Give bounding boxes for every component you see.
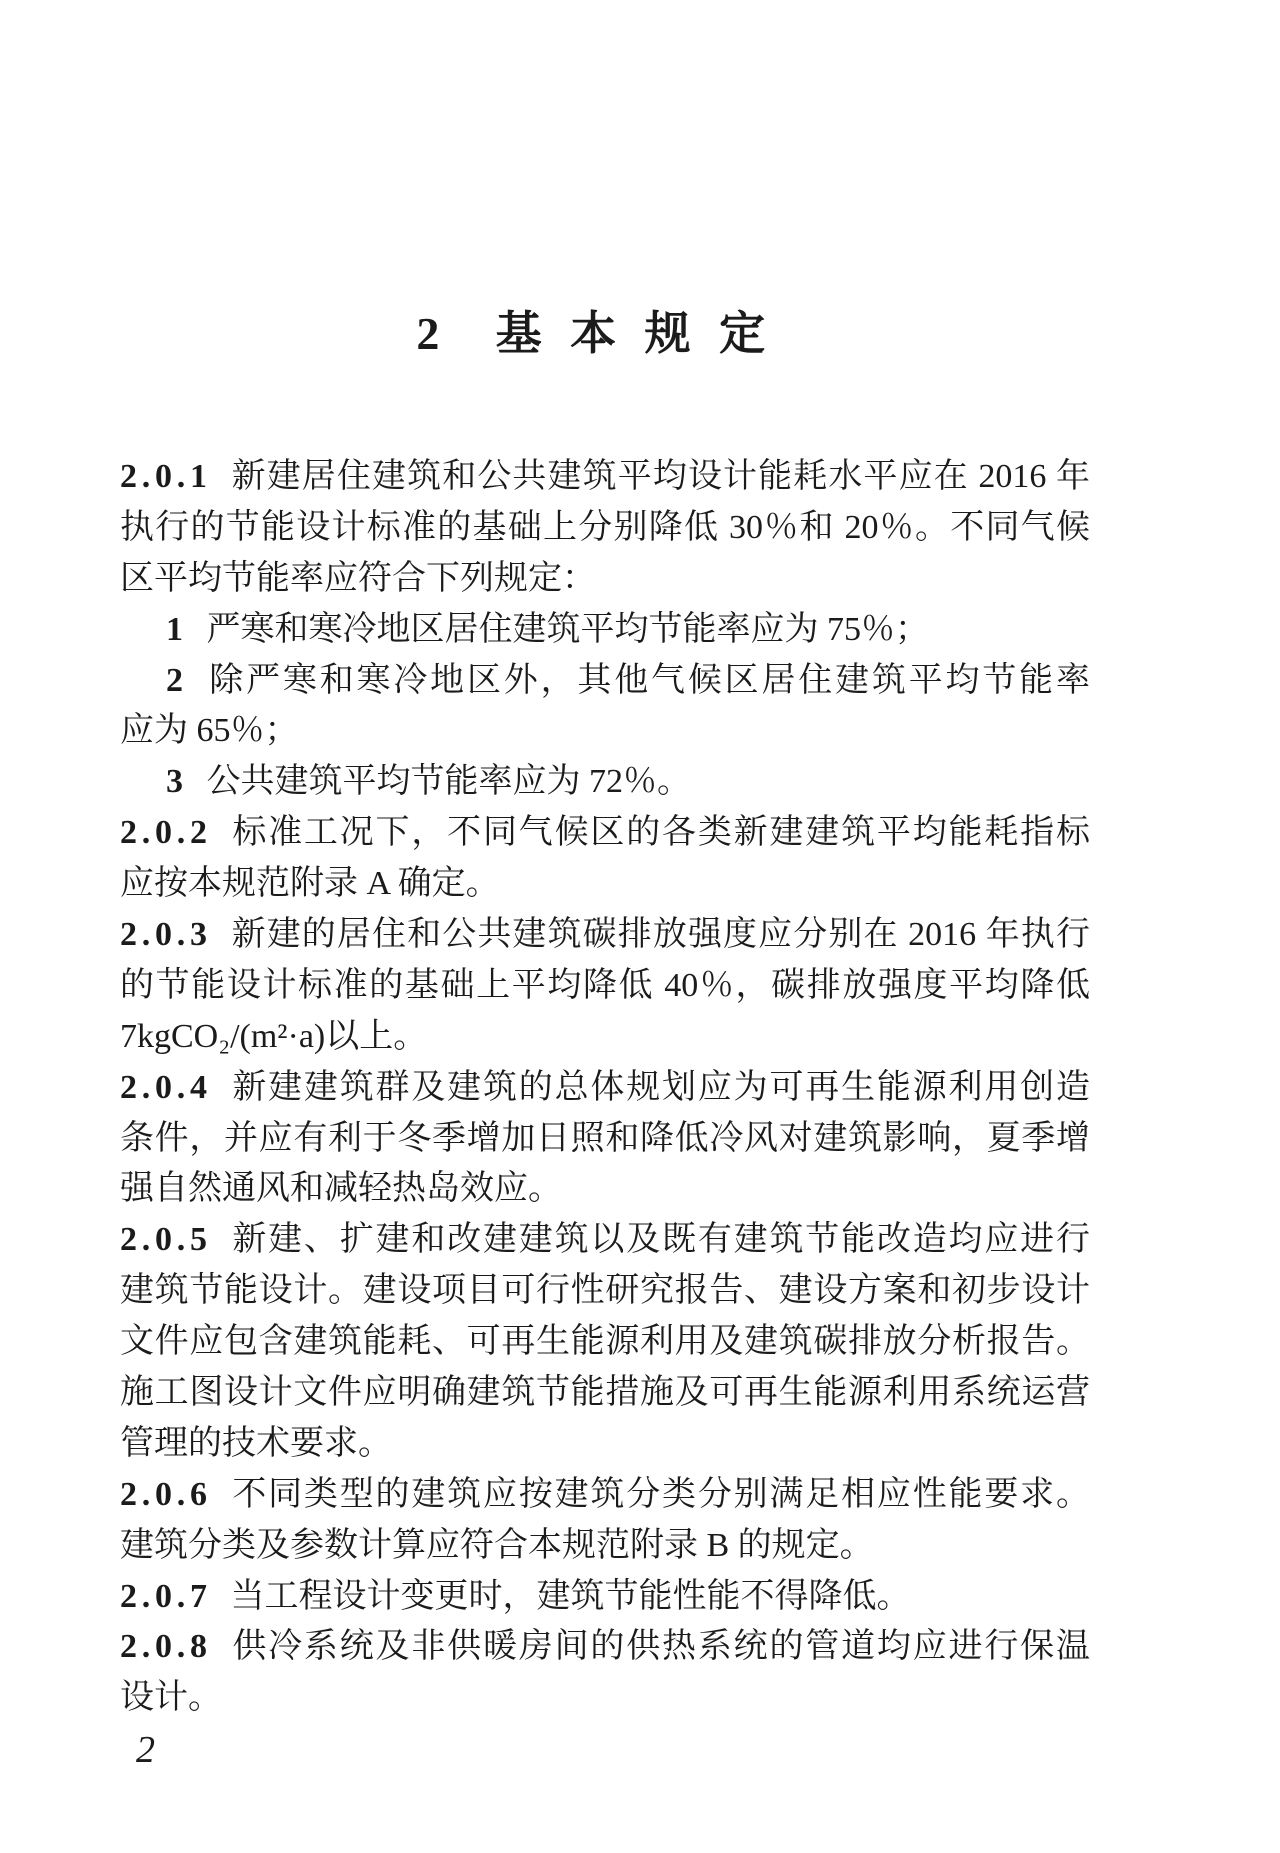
- clause-text: 区平均节能率应符合下列规定：: [120, 559, 596, 597]
- clause-text: 管理的技术要求。: [120, 1424, 392, 1462]
- clause-line: [120, 1622, 1090, 1673]
- clause-line: [120, 1572, 1090, 1623]
- clause-text: 的节能设计标准的基础上平均降低 40％，碳排放强度平均降低: [120, 966, 1090, 1004]
- clause-text: 除严寒和寒冷地区外，其他气候区居住建筑平均节能率: [206, 661, 1090, 699]
- clause-line: [120, 1673, 1090, 1724]
- clause-text: 新建居住建筑和公共建筑平均设计能耗水平应在 2016 年: [230, 458, 1090, 495]
- clause-text: 建筑分类及参数计算应符合本规范附录 B 的规定。: [120, 1526, 874, 1564]
- clause-subitem: [120, 656, 1090, 707]
- clause-number: 2.0.4: [120, 1068, 212, 1106]
- clause-number: 2.0.1: [120, 458, 212, 495]
- clause-text: 执行的节能设计标准的基础上分别降低 30％和 20％。不同气候: [120, 508, 1090, 546]
- clause-line: [120, 859, 1090, 910]
- chapter-title: [120, 306, 1090, 361]
- clause-text: 标准工况下，不同气候区的各类新建建筑平均能耗指标: [230, 814, 1090, 852]
- clause-line: [120, 1266, 1090, 1317]
- subitem-number: 3: [166, 763, 188, 801]
- clause-text: 不同类型的建筑应按建筑分类分别满足相应性能要求。: [230, 1475, 1090, 1513]
- clause-text: 新建建筑群及建筑的总体规划应为可再生能源利用创造: [230, 1068, 1090, 1106]
- clause-text: 新建的居住和公共建筑碳排放强度应分别在 2016 年执行: [230, 916, 1090, 954]
- clause-line: [120, 910, 1090, 961]
- clause-line: [120, 1164, 1090, 1215]
- clause-line: [120, 1368, 1090, 1419]
- clause-line: [120, 1521, 1090, 1572]
- clause-number: 2.0.8: [120, 1628, 212, 1666]
- clause-text: 公共建筑平均节能率应为 72％。: [206, 763, 691, 801]
- clause-number: 2.0.2: [120, 814, 212, 852]
- clause-text: 条件，并应有利于冬季增加日照和降低冷风对建筑影响，夏季增: [120, 1119, 1090, 1157]
- clause-number: 2.0.7: [120, 1577, 212, 1615]
- clause-text: 应为 65％；: [120, 712, 299, 750]
- clause-body: [120, 452, 1090, 1724]
- clause-subitem: [120, 605, 1090, 656]
- clause-text: 新建、扩建和改建建筑以及既有建筑节能改造均应进行: [230, 1221, 1090, 1259]
- clause-line: [120, 1012, 1090, 1063]
- clause-text: 应按本规范附录 A 确定。: [120, 865, 500, 903]
- clause-text: 文件应包含建筑能耗、可再生能源利用及建筑碳排放分析报告。: [120, 1323, 1090, 1361]
- chapter-name: 基本规定: [495, 308, 794, 359]
- clause-line: [120, 1470, 1090, 1521]
- clause-line: [120, 961, 1090, 1012]
- clause-line: [120, 1419, 1090, 1470]
- clause-line: [120, 1215, 1090, 1266]
- clause-number: 2.0.3: [120, 916, 212, 954]
- clause-text: 设计。: [120, 1679, 222, 1717]
- clause-text: 当工程设计变更时，建筑节能性能不得降低。: [230, 1577, 911, 1615]
- clause-line: [120, 1317, 1090, 1368]
- clause-subitem: [120, 757, 1090, 808]
- clause-number: 2.0.6: [120, 1475, 212, 1513]
- clause-line: [120, 503, 1090, 554]
- clause-line: [120, 1114, 1090, 1165]
- clause-line: [120, 808, 1090, 859]
- clause-text: 7kgCO₂/(m²·a)以上。: [120, 1017, 428, 1055]
- clause-number: 2.0.5: [120, 1221, 212, 1259]
- clause-text: 供冷系统及非供暖房间的供热系统的管道均应进行保温: [230, 1628, 1090, 1666]
- clause-text: 建筑节能设计。建设项目可行性研究报告、建设方案和初步设计: [120, 1272, 1090, 1310]
- clause-text: 严寒和寒冷地区居住建筑平均节能率应为 75％；: [206, 610, 929, 648]
- page-number: 2: [136, 1729, 155, 1771]
- clause-text: 施工图设计文件应明确建筑节能措施及可再生能源利用系统运营: [120, 1374, 1090, 1412]
- clause-line: [120, 706, 1090, 757]
- subitem-number: 2: [166, 661, 188, 699]
- clause-line: [120, 452, 1090, 503]
- clause-text: 强自然通风和减轻热岛效应。: [120, 1170, 562, 1208]
- clause-line: [120, 1063, 1090, 1114]
- clause-line: [120, 554, 1090, 605]
- chapter-number: 2: [416, 308, 440, 359]
- subitem-number: 1: [166, 610, 188, 648]
